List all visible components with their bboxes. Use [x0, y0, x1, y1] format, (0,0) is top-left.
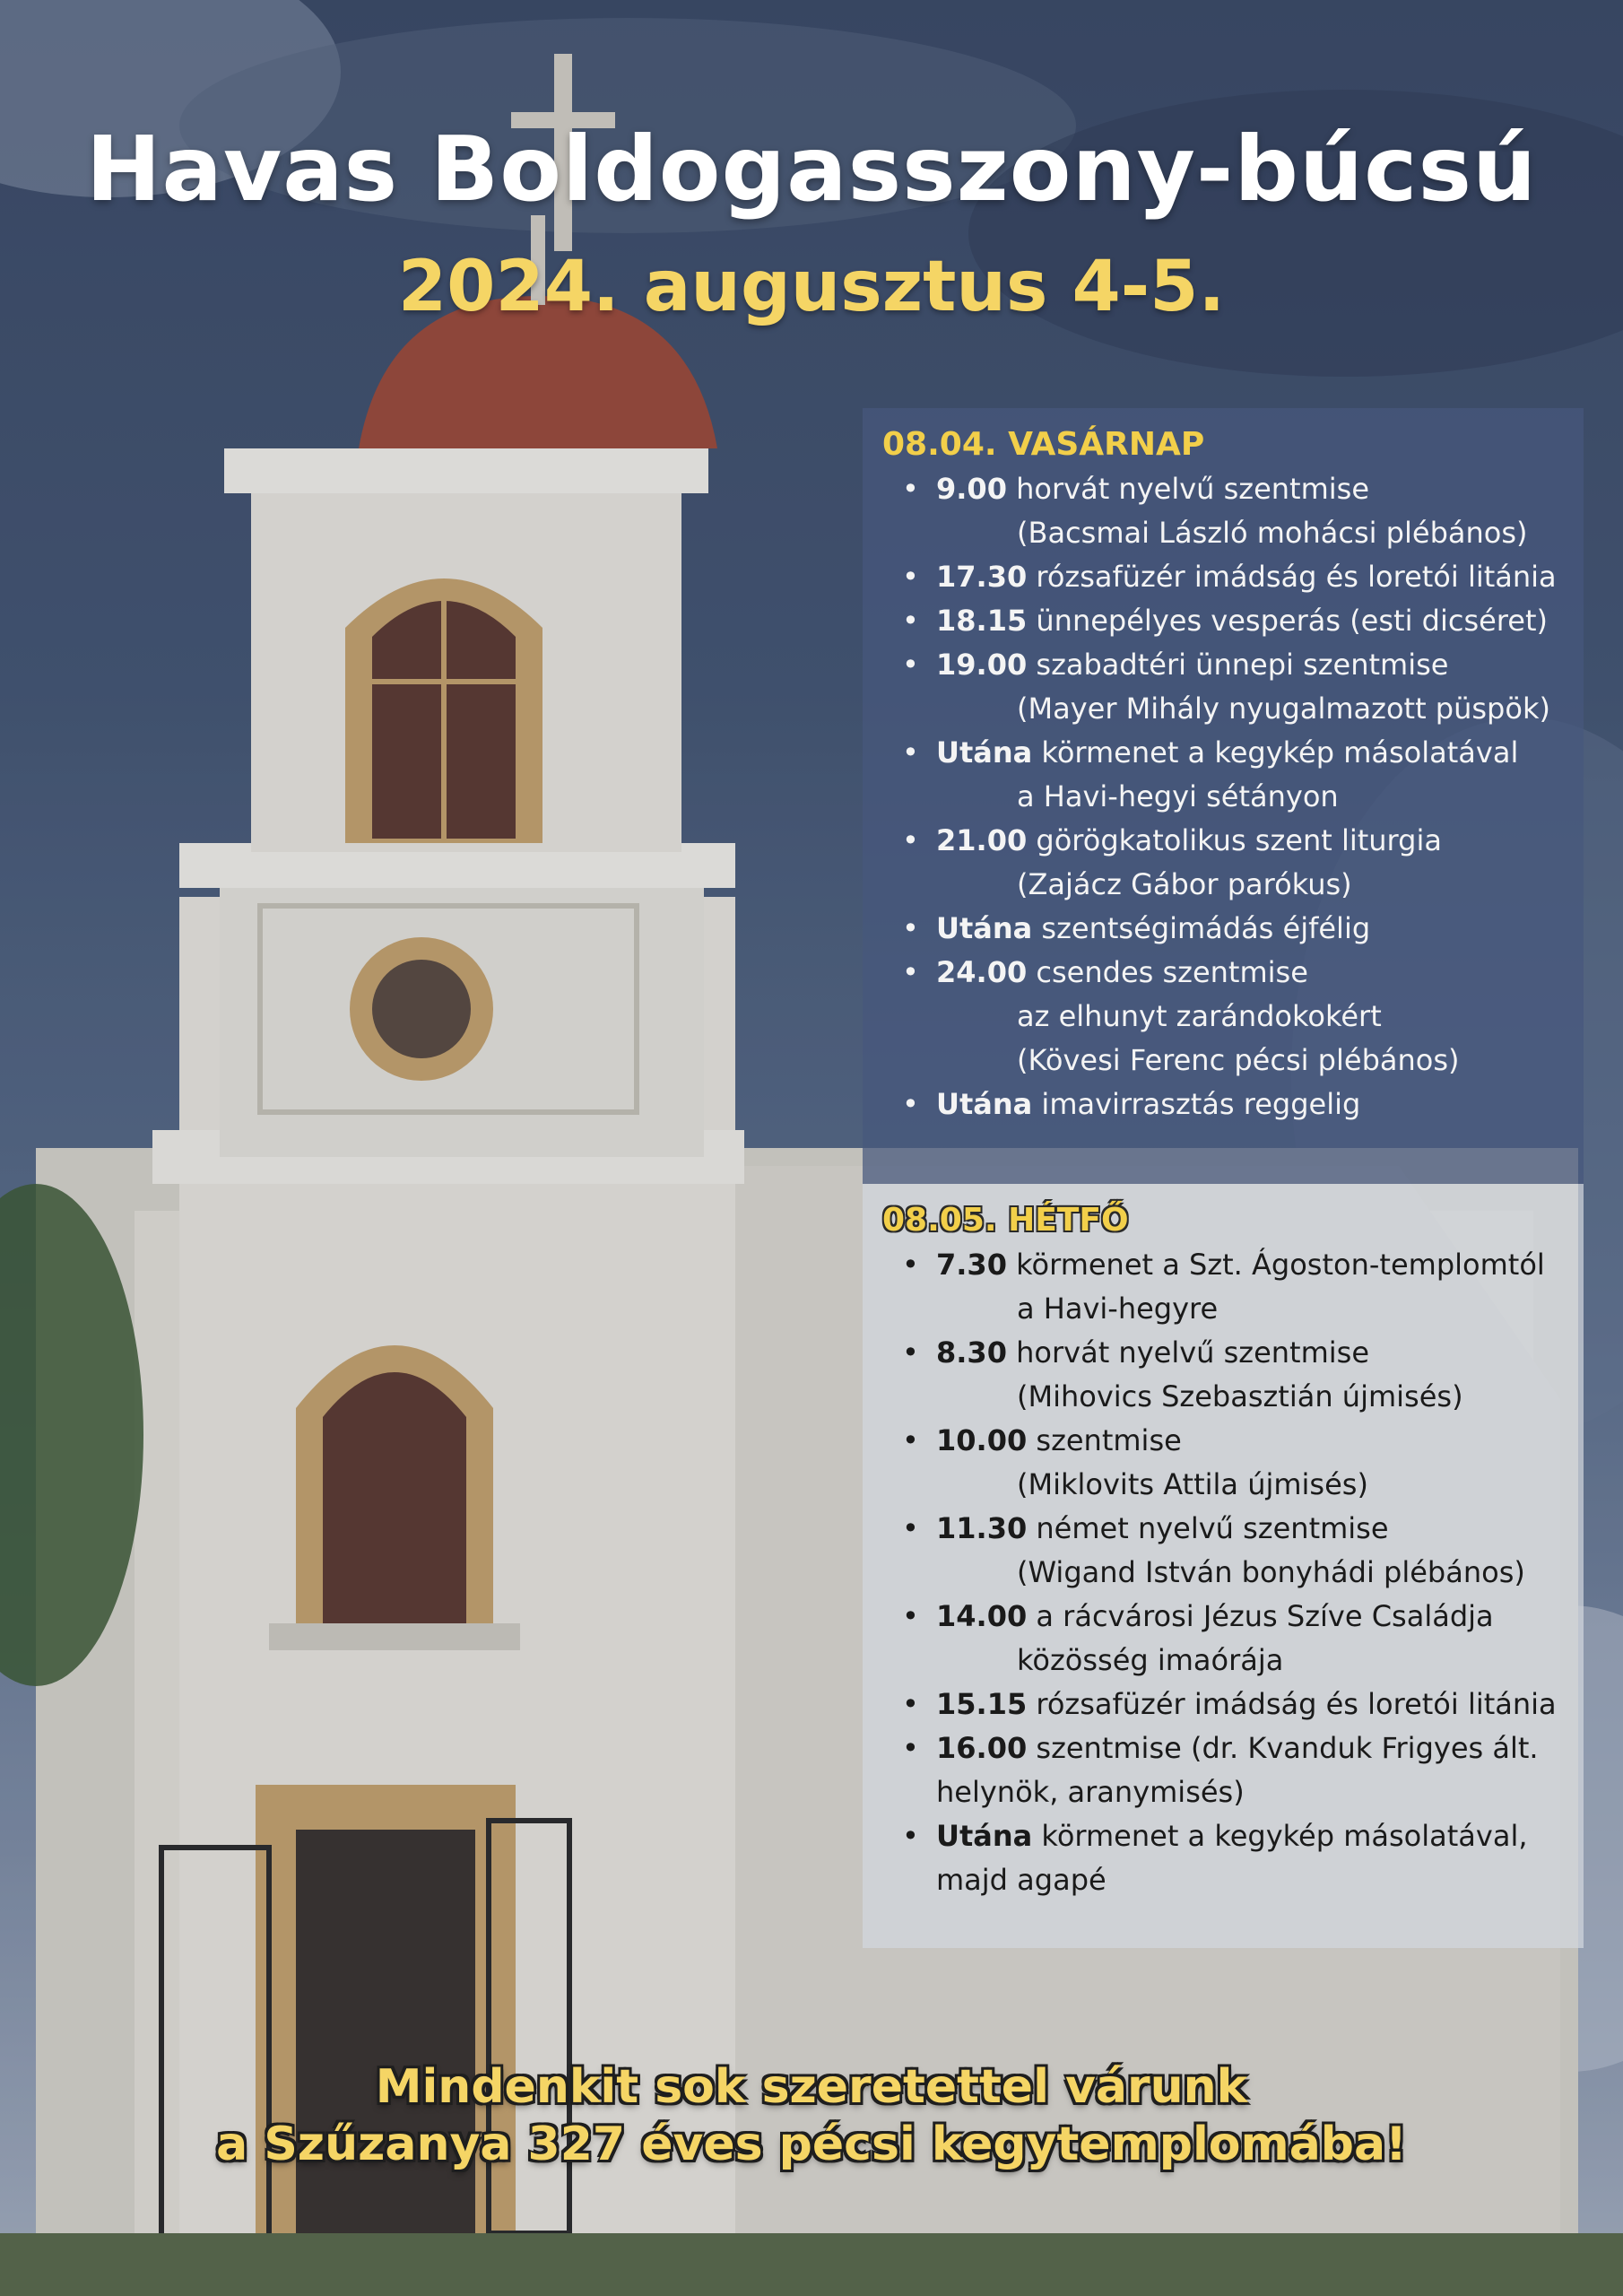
schedule-detail: (Mihovics Szebasztián újmisés) [1017, 1379, 1463, 1413]
monday-heading: 08.05. HÉTFŐ [882, 1202, 1129, 1239]
sunday-schedule-panel [863, 408, 1584, 1184]
schedule-description: a rácvárosi Jézus Szíve Családja [1036, 1599, 1494, 1633]
schedule-description-continuation: majd agapé [936, 1863, 1107, 1897]
schedule-item [882, 599, 1566, 643]
schedule-detail: a Havi-hegyre [1017, 1292, 1219, 1326]
schedule-description: horvát nyelvű szentmise [1016, 472, 1369, 506]
schedule-description: szentmise (dr. Kvanduk Frigyes ált. [1036, 1731, 1539, 1765]
schedule-item [882, 1595, 1566, 1683]
schedule-description: görögkatolikus szent liturgia [1036, 823, 1442, 857]
monday-schedule-panel [863, 1184, 1584, 1948]
schedule-description: szentmise [1036, 1423, 1182, 1457]
schedule-item [882, 1683, 1566, 1726]
schedule-time: 8.30 [936, 1335, 1007, 1370]
schedule-description: körmenet a kegykép másolatával, [1041, 1819, 1528, 1853]
schedule-time: 18.15 [936, 604, 1028, 638]
schedule-item [882, 907, 1566, 951]
schedule-item [882, 1243, 1566, 1331]
schedule-time: Utána [936, 735, 1033, 770]
schedule-description: szabadtéri ünnepi szentmise [1036, 648, 1449, 682]
schedule-description-continuation: helynök, aranymisés) [936, 1775, 1245, 1809]
schedule-item [882, 467, 1566, 555]
event-date: 2024. augusztus 4-5. [397, 247, 1226, 327]
schedule-description: német nyelvű szentmise [1036, 1511, 1389, 1545]
schedule-item [882, 1419, 1566, 1507]
schedule-item [882, 1726, 1566, 1814]
schedule-detail: (Zajácz Gábor parókus) [1017, 867, 1352, 901]
schedule-detail: (Mayer Mihály nyugalmazott püspök) [1017, 691, 1550, 726]
schedule-detail: a Havi-hegyi sétányon [1017, 779, 1339, 813]
schedule-detail: (Wigand István bonyhádi plébános) [1017, 1555, 1525, 1589]
schedule-time: Utána [936, 1087, 1033, 1121]
schedule-detail: (Miklovits Attila újmisés) [1017, 1467, 1368, 1501]
schedule-item [882, 731, 1566, 819]
schedule-time: 10.00 [936, 1423, 1028, 1457]
schedule-item [882, 819, 1566, 907]
schedule-description: horvát nyelvű szentmise [1016, 1335, 1369, 1370]
schedule-description: ünnepélyes vesperás (esti dicséret) [1036, 604, 1548, 638]
schedule-time: 15.15 [936, 1687, 1028, 1721]
schedule-time: 21.00 [936, 823, 1028, 857]
footer-invitation [0, 2058, 1623, 2173]
schedule-detail: az elhunyt zarándokokért [1017, 999, 1382, 1033]
schedule-time: Utána [936, 1819, 1033, 1853]
schedule-time: 16.00 [936, 1731, 1028, 1765]
schedule-time: 24.00 [936, 955, 1028, 989]
schedule-description: csendes szentmise [1036, 955, 1308, 989]
page-title: Havas Boldogasszony-búcsú [85, 117, 1538, 222]
schedule-time: 14.00 [936, 1599, 1028, 1633]
schedule-time: 11.30 [936, 1511, 1028, 1545]
schedule-description: körmenet a Szt. Ágoston-templomtól [1016, 1248, 1545, 1282]
schedule-description: imavirrasztás reggelig [1041, 1087, 1361, 1121]
schedule-item [882, 1814, 1566, 1902]
schedule-description: rózsafüzér imádság és loretói litánia [1036, 560, 1557, 594]
schedule-description: körmenet a kegykép másolatával [1041, 735, 1519, 770]
schedule-detail: (Kövesi Ferenc pécsi plébános) [1017, 1043, 1460, 1077]
schedule-time: 19.00 [936, 648, 1028, 682]
footer-line-1: Mindenkit sok szeretettel várunk [375, 2060, 1248, 2114]
schedule-item [882, 1507, 1566, 1595]
schedule-description: szentségimádás éjfélig [1041, 911, 1371, 945]
schedule-item [882, 643, 1566, 731]
footer-line-2: a Szűzanya 327 éves pécsi kegytemplomába! [216, 2118, 1407, 2171]
schedule-detail: közösség imaórája [1017, 1643, 1284, 1677]
schedule-item [882, 555, 1566, 599]
schedule-description: rózsafüzér imádság és loretói litánia [1036, 1687, 1557, 1721]
schedule-time: 7.30 [936, 1248, 1007, 1282]
sunday-heading: 08.04. VASÁRNAP [882, 426, 1205, 463]
sunday-schedule-list [882, 467, 1566, 1126]
schedule-time: Utána [936, 911, 1033, 945]
schedule-detail: (Bacsmai László mohácsi plébános) [1017, 516, 1528, 550]
monday-schedule-list [882, 1243, 1566, 1902]
schedule-item [882, 951, 1566, 1083]
schedule-time: 9.00 [936, 472, 1007, 506]
schedule-time: 17.30 [936, 560, 1028, 594]
schedule-item [882, 1083, 1566, 1126]
schedule-item [882, 1331, 1566, 1419]
